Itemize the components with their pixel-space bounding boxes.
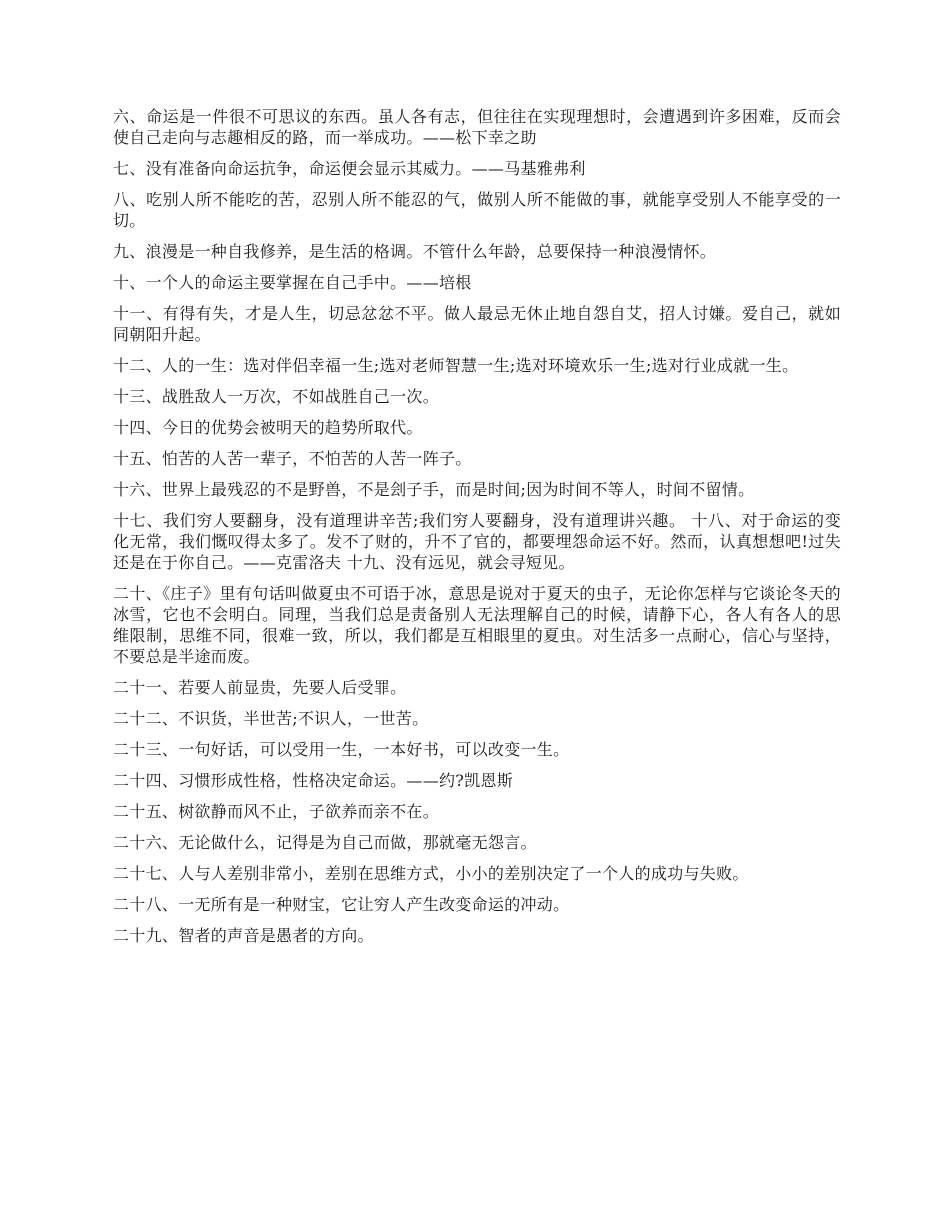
paragraph-16: 十六、世界上最残忍的不是野兽，不是刽子手，而是时间;因为时间不等人，时间不留情。 <box>113 480 755 499</box>
paragraph-25: 二十五、树欲静而风不止，子欲养而亲不在。 <box>113 802 440 821</box>
paragraph-13: 十三、战胜敌人一万次，不如战胜自己一次。 <box>113 387 440 406</box>
paragraph-22: 二十二、不识货，半世苦;不识人，一世苦。 <box>113 709 429 728</box>
paragraph-12: 十二、人的一生：选对伴侣幸福一生;选对老师智慧一生;选对环境欢乐一生;选对行业成就一生。 <box>113 356 799 375</box>
paragraph-14: 十四、今日的优势会被明天的趋势所取代。 <box>113 418 423 437</box>
paragraph-28: 二十八、一无所有是一种财宝，它让穷人产生改变命运的冲动。 <box>113 895 570 914</box>
paragraph-24: 二十四、习惯形成性格，性格决定命运。——约?凯恩斯 <box>113 771 514 790</box>
paragraph-27: 二十七、人与人差别非常小，差别在思维方式，小小的差别决定了一个人的成功与失败。 <box>113 864 749 883</box>
paragraph-23: 二十三、一句好话，可以受用一生，一本好书，可以改变一生。 <box>113 740 570 759</box>
paragraph-10: 十、一个人的命运主要掌握在自己手中。——培根 <box>113 273 472 292</box>
paragraph-29: 二十九、智者的声音是愚者的方向。 <box>113 926 374 945</box>
paragraph-15: 十五、怕苦的人苦一辈子，不怕苦的人苦一阵子。 <box>113 449 472 468</box>
paragraph-17: 十七、我们穷人要翻身，没有道理讲辛苦;我们穷人要翻身，没有道理讲兴趣。 十八、对于命运的变化无常，我们慨叹得太多了。发不了财的，升不了官的，都要埋怨命运不好。然而，认真想想吧!过失还是在于你自己。——克雷洛夫 十九、没有远见，就会寻短见。 <box>113 511 841 572</box>
paragraph-7: 七、没有准备向命运抗争，命运便会显示其威力。——马基雅弗利 <box>113 159 586 178</box>
paragraph-26: 二十六、无论做什么，记得是为自己而做，那就毫无怨言。 <box>113 833 537 852</box>
paragraph-8: 八、吃别人所不能吃的苦，忍别人所不能忍的气，做别人所不能做的事，就能享受别人不能享受的一切。 <box>113 190 841 230</box>
paragraph-21: 二十一、若要人前显贵，先要人后受罪。 <box>113 678 407 697</box>
document-page <box>113 106 841 956</box>
paragraph-6: 六、命运是一件很不可思议的东西。虽人各有志，但往往在实现理想时，会遭遇到许多困难，反而会使自己走向与志趣相反的路，而一举成功。——松下幸之助 <box>113 107 841 147</box>
paragraph-9: 九、浪漫是一种自我修养，是生活的格调。不管什么年龄，总要保持一种浪漫情怀。 <box>113 242 717 261</box>
paragraph-11: 十一、有得有失，才是人生，切忌忿忿不平。做人最忌无休止地自怨自艾，招人讨嫌。爱自己，就如同朝阳升起。 <box>113 304 841 344</box>
paragraph-20: 二十、《庄子》里有句话叫做夏虫不可语于冰，意思是说对于夏天的虫子，无论你怎样与它谈论冬天的冰雪，它也不会明白。同理，当我们总是责备别人无法理解自己的时候，请静下心，各人有各人的思维限制，思维不同，很难一致，所以，我们都是互相眼里的夏虫。对生活多一点耐心，信心与坚持，不要总是半途而废。 <box>113 584 841 666</box>
